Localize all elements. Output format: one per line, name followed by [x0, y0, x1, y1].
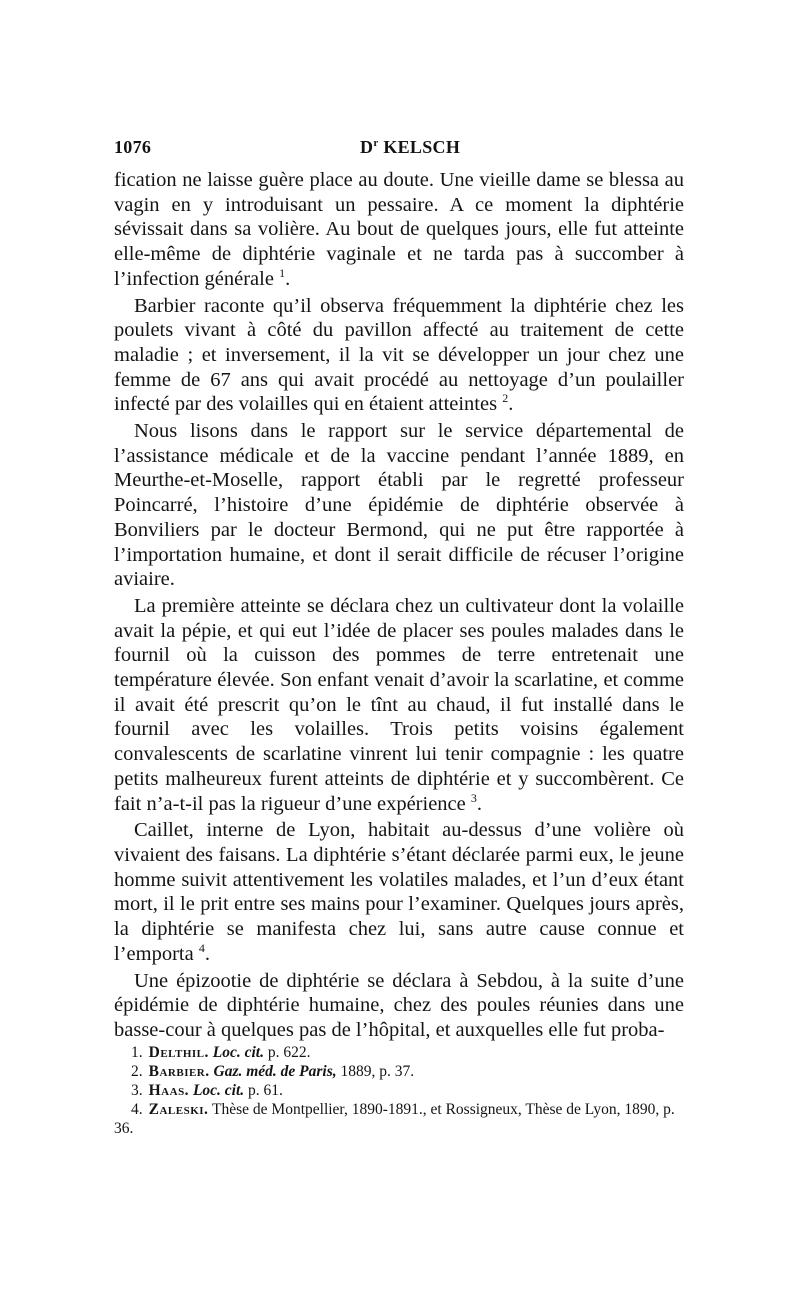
- page-number: 1076: [114, 137, 152, 157]
- footnote-ref-title: Loc. cit.: [212, 1044, 264, 1061]
- paragraph-text: Nous lisons dans le rapport sur le service départemental de l’assistance médicale et de la vaccine pendant l’année 1889, en Meurthe-et-Moselle, rapport établi par le regretté professeur Poincarré, l’histoire d’une épidémie de diphtérie observée à Bonviliers par le docteur Bermond, qui ne put être rapportée à l’importation humaine, et dont il serait difficile de récuser l’origine aviaire.: [114, 420, 684, 591]
- paragraph: [114, 168, 684, 292]
- footnote-author: Haas.: [148, 1082, 190, 1099]
- footnote-ref-title: Loc. cit.: [192, 1082, 245, 1099]
- paragraph-tail: .: [204, 942, 210, 965]
- paragraph-text: fication ne laisse guère place au doute. Une vieille dame se blessa au vagin en y introduisant un pessaire. A ce moment la diphtérie sévissait dans sa volière. Au bout de quelques jours, elle fut atteinte elle-même de diphtérie vaginale et ne tarda pas à succomber à l’infection générale: [114, 169, 684, 290]
- paragraph: [114, 419, 684, 592]
- footnote-number: 4.: [131, 1101, 143, 1118]
- footnote-author: Zaleski.: [148, 1101, 209, 1118]
- footnote-rest: 1889, p. 37.: [340, 1063, 415, 1080]
- paragraph-text: La première atteinte se déclara chez un cultivateur dont la volaille avait la pépie, et qui eut l’idée de placer ses poules malades dans le fournil où la cuisson des pommes de terre entretenait une température élevée. Son enfant venait d’avoir la scarlatine, et comme il avait été prescrit qu’on le tînt au chaud, il fut installé dans le fournil avec les volailles. Trois petits voisins également convalescents de scarlatine vinrent lui tenir compagnie : les quatre petits malheureux furent atteints de diphtérie et y succombèrent. Ce fait n’a-t-il pas la rigueur d’une expérience: [114, 594, 684, 815]
- paragraph-text: Caillet, interne de Lyon, habitait au-dessus d’une volière où vivaient des faisans. La diphtérie s’étant déclarée parmi eux, le jeune homme suivit attentivement les volatiles malades, et l’un d’eux étant mort, il le prit entre ses mains pour l’examiner. Quelques jours après, la diphtérie se manifesta chez lui, sans autre cause connue et l’emporta: [114, 819, 684, 965]
- footnote-number: 1.: [131, 1044, 143, 1061]
- footnote-ref[interactable]: 2: [502, 391, 509, 406]
- footnote: [114, 1043, 684, 1062]
- footnote-ref[interactable]: 1: [279, 265, 286, 280]
- footnotes: [114, 1043, 684, 1138]
- footnote-author: Barbier.: [148, 1063, 210, 1080]
- body-text: [114, 168, 684, 1045]
- footnote-number: 2.: [131, 1063, 143, 1080]
- paragraph: [114, 818, 684, 966]
- paragraph-tail: .: [285, 267, 291, 290]
- footnote-ref-title: Gaz. méd. de Paris,: [213, 1063, 337, 1080]
- footnote-rest: Thèse de Montpellier, 1890-1891., et Rossigneux, Thèse de Lyon, 1890, p. 36.: [114, 1101, 675, 1137]
- footnote-author: Delthil.: [148, 1044, 209, 1061]
- running-head: [114, 137, 684, 161]
- author-name: KELSCH: [383, 137, 461, 157]
- footnote-ref[interactable]: 3: [470, 790, 477, 805]
- paragraph: [114, 969, 684, 1043]
- author-prefix-sup: r: [373, 137, 379, 149]
- footnote: [114, 1100, 684, 1138]
- paragraph: [114, 594, 684, 816]
- footnote: [114, 1062, 684, 1081]
- footnote-ref[interactable]: 4: [198, 940, 205, 955]
- paragraph: [114, 294, 684, 418]
- footnote-rest: p. 61.: [248, 1082, 283, 1099]
- paragraph-text: Barbier raconte qu’il observa fréquemment la diphtérie chez les poulets vivant à côté du pavillon affecté au traitement de cette maladie ; et inversement, il la vit se développer un jour chez une femme de 67 ans qui avait procédé au nettoyage d’un poulailler infecté par des volailles qui en étaient atteintes: [114, 294, 684, 416]
- paragraph-tail: .: [476, 792, 482, 815]
- footnote-rest: p. 622.: [267, 1044, 311, 1061]
- paragraph-tail: .: [508, 393, 514, 416]
- running-title: [360, 137, 460, 158]
- author-prefix: D: [360, 137, 374, 157]
- paragraph-text: Une épizootie de diphtérie se déclara à Sebdou, à la suite d’une épidémie de diphtérie humaine, chez des poules réunies dans une basse-cour à quelques pas de l’hôpital, et auxquelles elle fut proba-: [114, 969, 684, 1041]
- footnote: [114, 1081, 684, 1100]
- footnote-number: 3.: [131, 1082, 143, 1099]
